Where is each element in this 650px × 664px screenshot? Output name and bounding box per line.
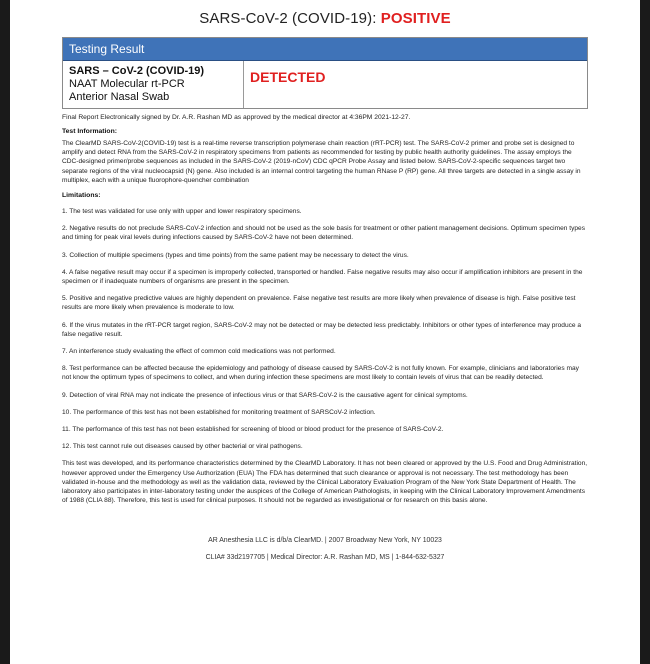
limitation-item: 11. The performance of this test has not been established for screening of blood or blood product for the presence of SARS-CoV-2. xyxy=(62,426,444,434)
title-prefix: SARS-CoV-2 (COVID-19): xyxy=(199,10,381,27)
limitation-item: 10. The performance of this test has not been established for monitoring treatment of SARSCoV-2 infection. xyxy=(62,408,376,416)
test-name: SARS – CoV-2 (COVID-19) xyxy=(69,65,205,77)
limitations-list xyxy=(62,207,588,451)
limitation-item: 4. A false negative result may occur if a specimen is improperly collected, transported or handled. False negative results may also occur if amplification inhibitors are present in the specimen or if inadequate numbers of organisms are present in the specimen. xyxy=(62,268,583,286)
test-details xyxy=(63,61,244,108)
limitation-item: 5. Positive and negative predictive values are highly dependent on prevalence. False negative test results are more likely when prevalence of disease is high. False positive test results are more likely when prevalence is moderate to low. xyxy=(62,295,576,312)
report-title xyxy=(62,10,588,27)
status-badge: POSITIVE xyxy=(380,10,451,27)
testing-result-box xyxy=(62,37,588,109)
signature-line: Final Report Electronically signed by Dr. A.R. Rashan MD as approved by the medical director at 4:36PM 2021-12-27. xyxy=(62,114,411,121)
test-specimen: Anterior Nasal Swab xyxy=(69,91,170,103)
regulatory-disclaimer: This test was developed, and its performance characteristics determined by the ClearMD Laboratory. It has not been cleared or approved by the U.S. Food and Drug Administration, however approved under the Emergency Use Authorization (EUA) The FDA has determined that such clearance or approval is not necessary. The test methodology has been validated in-house and the methodology as well as the validation data, reviewed by the Clinical Laboratory Evaluation Program of the New York State Department of Health. The laboratory also participates in inter-laboratory testing under the auspices of the College of American Pathologists, in keeping with the Clinical Laboratory Improvement Amendments of 1988 (CLIA 88). Therefore, this test is used for clinical purposes. It should not be regarded as investigational or for research on this basis alone. xyxy=(62,460,588,505)
limitation-item: 6. If the virus mutates in the rRT-PCR target region, SARS-CoV-2 may not be detected or may be detected less predictably. Inhibitors or other types of interference may produce a false negative result. xyxy=(62,321,582,338)
testing-result-row xyxy=(63,61,587,108)
testing-result-header: Testing Result xyxy=(63,38,587,61)
footer-clia: CLIA# 33d2197705 | Medical Director: A.R. Rashan MD, MS | 1-844-632-5327 xyxy=(205,554,445,562)
limitations-heading: Limitations: xyxy=(62,192,101,200)
test-result-value: DETECTED xyxy=(250,69,326,85)
limitation-item: 9. Detection of viral RNA may not indicate the presence of infectious virus or that SARS-CoV-2 is the causative agent for clinical symptoms. xyxy=(62,391,468,399)
limitation-item: 7. An interference study evaluating the effect of common cold medications was not performed. xyxy=(62,348,336,356)
report-page xyxy=(10,0,640,664)
footer-address: AR Anesthesia LLC is d/b/a ClearMD. | 2007 Broadway New York, NY 10023 xyxy=(208,537,442,545)
limitation-item: 2. Negative results do not preclude SARS-CoV-2 infection and should not be used as the sole basis for treatment or other patient management decisions. Optimum specimen types and timing for peak viral levels during infections caused by SARS-CoV-2 have not been determined. xyxy=(62,225,586,242)
limitation-item: 3. Collection of multiple specimens (types and time points) from the same patient may be necessary to detect the virus. xyxy=(62,251,409,259)
limitation-item: 1. The test was validated for use only with upper and lower respiratory specimens. xyxy=(62,208,302,216)
test-information-text: The ClearMD SARS-CoV-2(COVID-19) test is a real-time reverse transcription polymerase chain reaction (rRT-PCR) test. The SARS-CoV-2 primer and probe set is designed to amplify and detect RNA from the SARS-CoV-2 in respiratory specimens from patients as recommended for testing by public health authority guidelines. The assay employs the CDC-designed primer/probe sequences as included in the SARS-CoV-2 (2019-nCoV) CDC qPCR Probe Assay and listed below. SARS-CoV-2-specific sequences target two separate regions of the viral nucleocapsid (N) gene. Also included is an internal control targeting the human RNase P (RP) gene. All three targets are detected in a single assay in multiplex, each with a unique fluorophore-quencher combination xyxy=(62,140,581,184)
test-method: NAAT Molecular rt-PCR xyxy=(69,78,185,90)
limitation-item: 12. This test cannot rule out diseases caused by other bacterial or viral pathogens. xyxy=(62,443,303,451)
test-information-heading: Test Information: xyxy=(62,128,118,135)
limitation-item: 8. Test performance can be affected because the epidemiology and pathology of disease caused by SARS-CoV-2 is not fully known. For example, clinicians and laboratories may not know the optimum types of specimens to collect, and when during infection these specimens are most likely to contain levels of virus that can be readily detected. xyxy=(62,365,579,382)
